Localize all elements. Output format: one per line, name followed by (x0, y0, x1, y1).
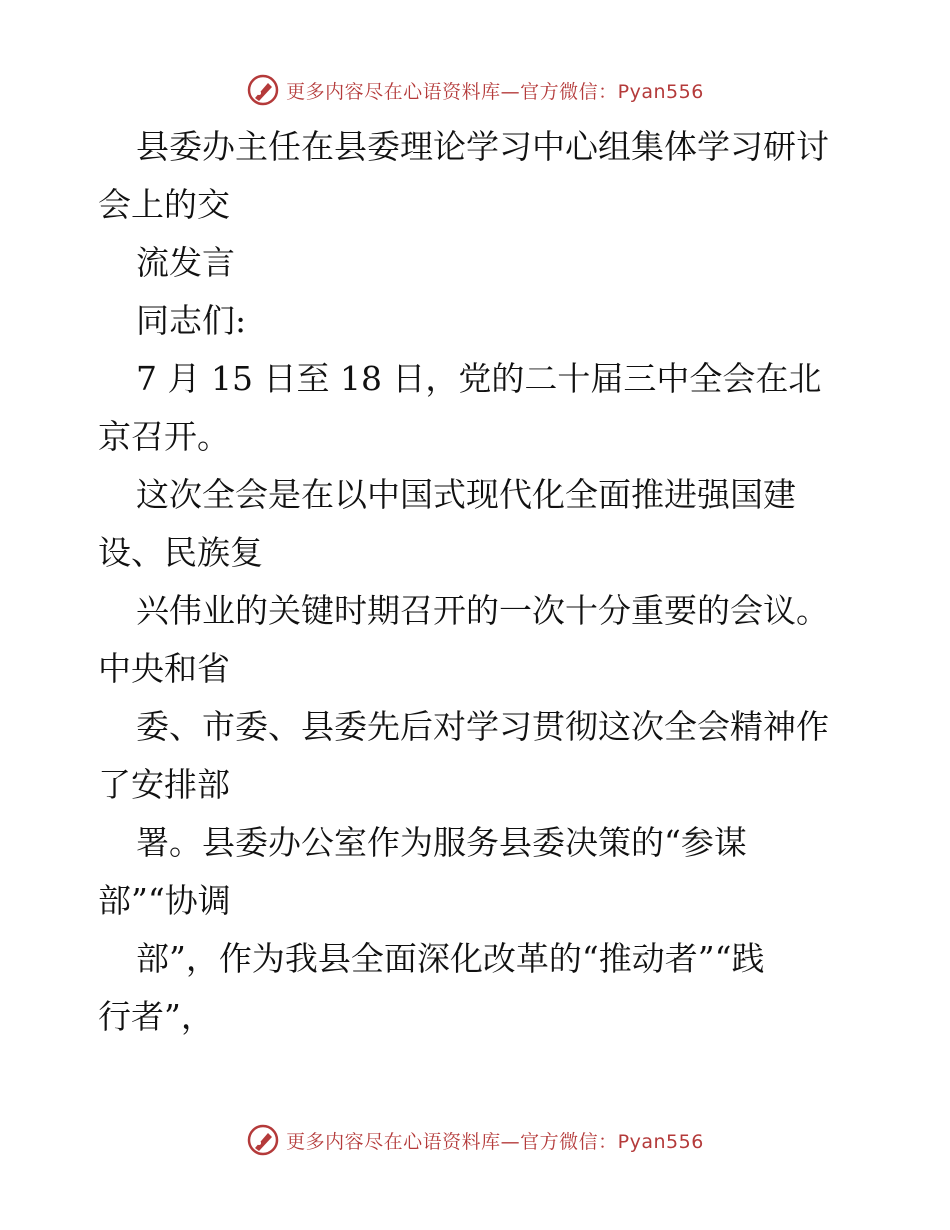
text-line: 署。县委办公室作为服务县委决策的“参谋 (136, 823, 747, 862)
text-line: 流发言 (136, 243, 235, 282)
text-line: 行者”， (98, 997, 214, 1036)
text-line: 部”，作为我县全面深化改革的“推动者”“践 (136, 939, 765, 978)
watermark-text: 更多内容尽在心语资料库—官方微信：Pyan556 (286, 80, 704, 103)
pen-logo-icon (246, 73, 280, 107)
text-line: 了安排部 (98, 765, 230, 804)
text-line: 7 月 15 日至 18 日，党的二十届三中全会在北 (136, 359, 822, 398)
text-line: 委、市委、县委先后对学习贯彻这次全会精神作 (136, 707, 829, 746)
text-line: 会上的交 (98, 185, 230, 224)
text-line: 京召开。 (98, 417, 230, 456)
pen-logo-icon (246, 1123, 280, 1157)
text-line: 兴伟业的关键时期召开的一次十分重要的会议。 (136, 591, 829, 630)
text-line: 设、民族复 (98, 533, 263, 572)
document-body (98, 118, 858, 1046)
text-line: 这次全会是在以中国式现代化全面推进强国建 (136, 475, 796, 514)
text-line: 县委办主任在县委理论学习中心组集体学习研讨 (136, 127, 829, 166)
text-line: 中央和省 (98, 649, 230, 688)
footer-watermark (0, 1120, 950, 1160)
watermark-text: 更多内容尽在心语资料库—官方微信：Pyan556 (286, 1130, 704, 1153)
text-line: 部”“协调 (98, 881, 231, 920)
header-watermark (0, 70, 950, 110)
text-line: 同志们: (136, 301, 247, 340)
